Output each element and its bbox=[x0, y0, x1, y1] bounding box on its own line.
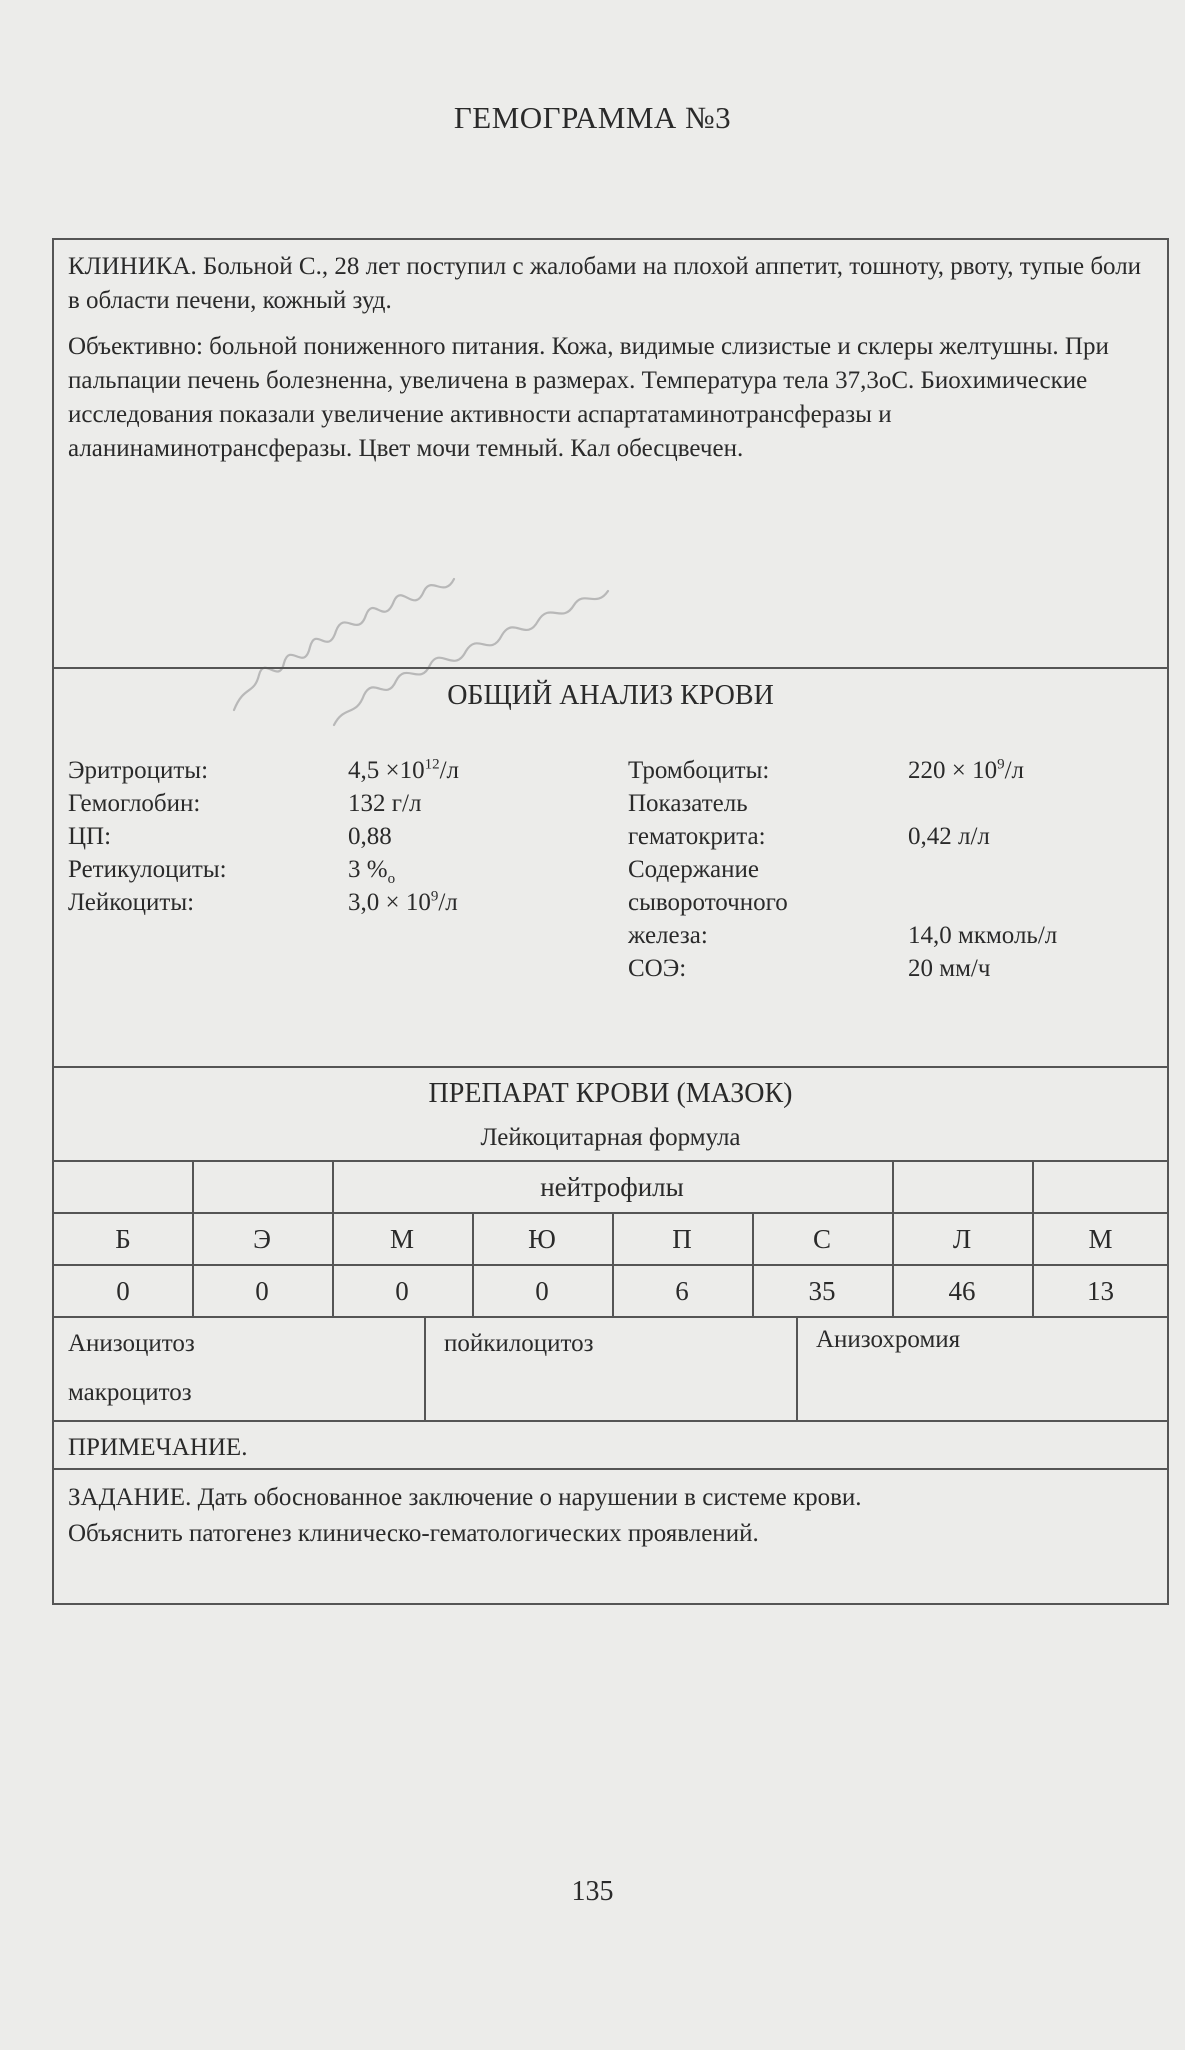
wbc-label: Лейкоциты: bbox=[68, 889, 195, 916]
cbc-right-labels bbox=[628, 754, 788, 985]
hemoglobin-value: 132 г/л bbox=[348, 790, 422, 817]
clinic-objective: Объективно: больной пониженного питания. Кожа, видимые слизистые и склеры желтушны. При пальпации печень болезненна, увеличена в размерах. Температура тела 37,3оС. Биохимические исследования показали увеличение активности аспартатаминотрансферазы и аланинаминотрансферазы. Цвет мочи темный. Кал обесцвечен. bbox=[68, 333, 1109, 462]
iron-value: 14,0 мкмоль/л bbox=[908, 922, 1058, 949]
anisochromia-label: Анизохромия bbox=[816, 1326, 961, 1353]
reticulocytes-value: 3 $\%_о$ bbox=[348, 856, 396, 887]
header-metamyelocytes: Ю bbox=[528, 1224, 556, 1254]
iron-label-1: Содержание bbox=[628, 856, 759, 883]
smear-title: ПРЕПАРАТ КРОВИ (МАЗОК) bbox=[428, 1078, 793, 1109]
header-myelocytes: М bbox=[389, 1224, 414, 1254]
cbc-left-values bbox=[348, 754, 459, 919]
value-band: 6 bbox=[675, 1276, 689, 1306]
macrocytosis-label: макроцитоз bbox=[68, 1379, 192, 1406]
note-label: ПРИМЕЧАНИЕ. bbox=[68, 1434, 248, 1461]
wbc-value: $3,0 \times 10^9/л$ bbox=[348, 888, 458, 916]
value-monocytes: 13 bbox=[1087, 1276, 1114, 1306]
cbc-left-labels bbox=[68, 754, 227, 919]
page-number: 135 bbox=[571, 1876, 614, 1907]
header-eosinophils: Э bbox=[253, 1224, 271, 1254]
poikilocytosis-label: пойкилоцитоз bbox=[444, 1330, 594, 1357]
hemogram-card bbox=[52, 238, 1169, 1605]
platelets-label: Тромбоциты: bbox=[628, 757, 770, 784]
anisocytosis-label: Анизоцитоз bbox=[68, 1330, 195, 1357]
cbc-right-values bbox=[908, 754, 1057, 985]
color-index-label: ЦП: bbox=[68, 823, 112, 850]
platelets-value: $220 \times 10^9/л$ bbox=[908, 756, 1025, 784]
header-basophils: Б bbox=[115, 1224, 131, 1254]
value-segmented: 35 bbox=[808, 1276, 836, 1306]
iron-label-3: железа: bbox=[628, 922, 708, 949]
header-lymphocytes: Л bbox=[952, 1224, 972, 1254]
header-segmented: С bbox=[812, 1224, 831, 1254]
hematocrit-label-2: гематокрита: bbox=[628, 823, 766, 850]
value-lymphocytes: 46 bbox=[948, 1276, 976, 1306]
task-section bbox=[68, 1480, 862, 1552]
smear-subtitle: Лейкоцитарная формула bbox=[480, 1124, 741, 1151]
hemoglobin-label: Гемоглобин: bbox=[68, 790, 201, 817]
header-band: П bbox=[672, 1224, 692, 1254]
clinic-section bbox=[54, 240, 1167, 466]
cbc-title: ОБЩИЙ АНАЛИЗ КРОВИ bbox=[447, 680, 774, 711]
esr-value: 20 мм/ч bbox=[908, 955, 991, 982]
task-line-2: Объяснить патогенез клиническо-гематологических проявлений. bbox=[68, 1520, 759, 1547]
rbc-label: Эритроциты: bbox=[68, 757, 209, 784]
hematocrit-value: 0,42 л/л bbox=[908, 823, 990, 850]
clinic-complaints: КЛИНИКА. Больной С., 28 лет поступил с жалобами на плохой аппетит, тошноту, рвоту, тупые боли в области печени, кожный зуд. bbox=[68, 253, 1142, 314]
value-myelocytes: 0 bbox=[395, 1276, 409, 1306]
task-line-1: ЗАДАНИЕ. Дать обоснованное заключение о нарушении в системе крови. bbox=[68, 1484, 862, 1511]
iron-label-2: сывороточного bbox=[628, 889, 788, 916]
esr-label: СОЭ: bbox=[628, 955, 687, 982]
value-eosinophils: 0 bbox=[255, 1276, 269, 1306]
value-basophils: 0 bbox=[116, 1276, 130, 1306]
page-title: ГЕМОГРАММА №3 bbox=[453, 100, 732, 135]
reticulocytes-label: Ретикулоциты: bbox=[68, 856, 227, 883]
color-index-value: 0,88 bbox=[348, 823, 392, 850]
hematocrit-label-1: Показатель bbox=[628, 790, 748, 817]
value-metamyelocytes: 0 bbox=[535, 1276, 549, 1306]
neutrophils-group-header: нейтрофилы bbox=[540, 1172, 684, 1202]
rbc-value: $4,5 \times 10^{12}/л$ bbox=[348, 756, 460, 784]
header-monocytes: М bbox=[1088, 1224, 1113, 1254]
